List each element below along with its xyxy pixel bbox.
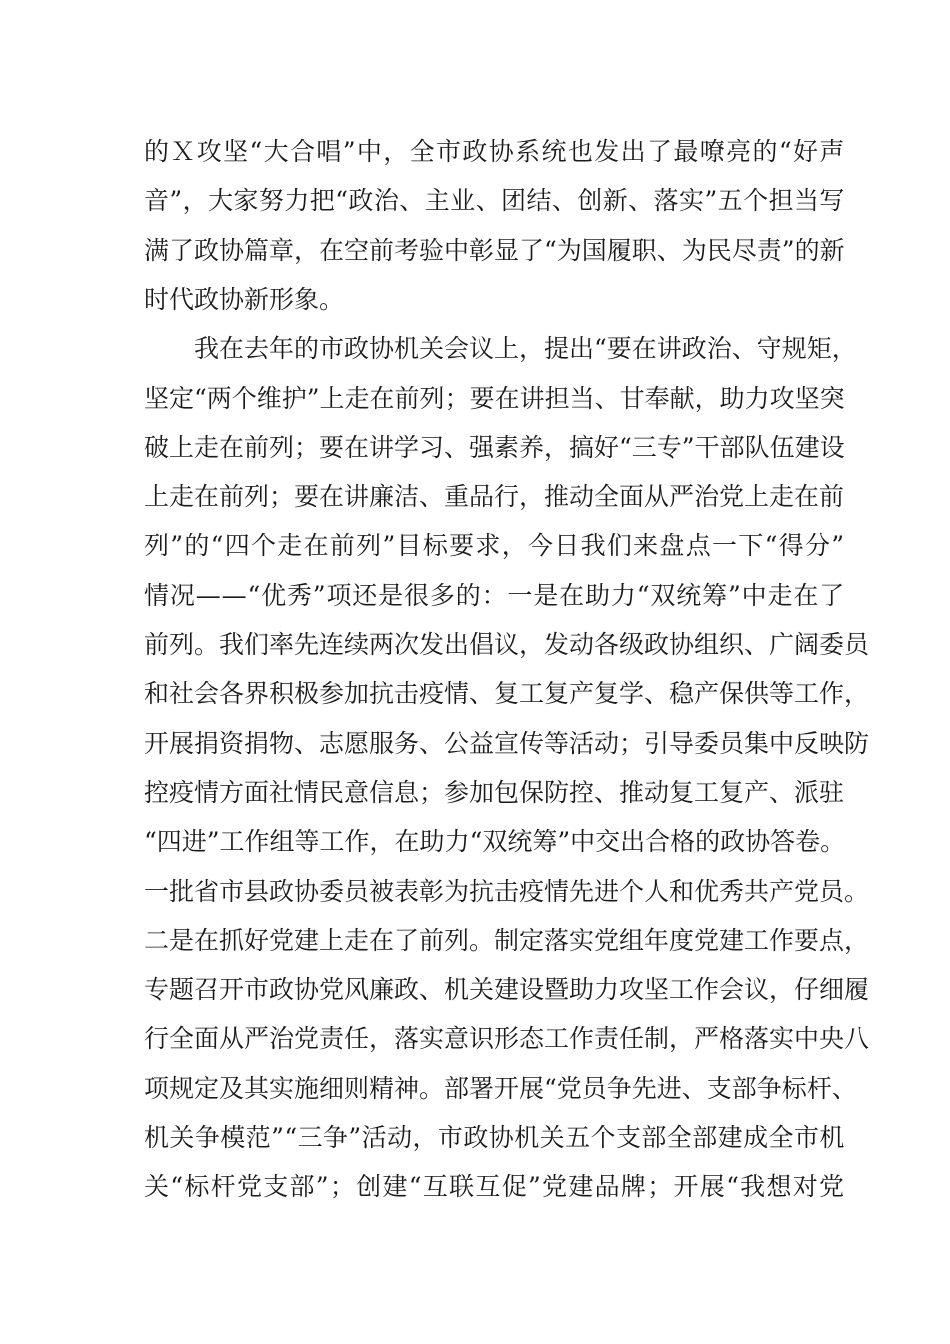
text-line: 二是在抓好党建上走在了前列。制定落实党组年度党建工作要点，: [144, 926, 870, 955]
text-line: 音”，大家努力把“政治、主业、团结、创新、落实”五个担当写: [144, 186, 845, 215]
text-line: “四进”工作组等工作，在助力“双统筹”中交出合格的政协答卷。: [144, 827, 846, 856]
text-line: 时代政协新形象。: [144, 285, 345, 314]
text-line: 列”的“四个走在前列”目标要求，今日我们来盘点一下“得分”: [144, 531, 846, 560]
text-line: 一批省市县政协委员被表彰为抗击疫情先进个人和优秀共产党员。: [144, 877, 870, 906]
text-line: 控疫情方面社情民意信息；参加包保防控、推动复工复产、派驻: [144, 778, 845, 807]
text-line: 行全面从严治党责任，落实意识形态工作责任制，严格落实中央八: [144, 1024, 870, 1053]
text-line: 坚定“两个维护”上走在前列；要在讲担当、甘奉献，助力攻坚突: [144, 384, 845, 413]
text-line: 情况——“优秀”项还是很多的：一是在助力“双统筹”中走在了: [144, 581, 846, 610]
text-line: 机关争模范”“三争”活动，市政协机关五个支部全部建成全市机: [144, 1123, 845, 1152]
text-line: 项规定及其实施细则精神。部署开展“党员争先进、支部争标杆、: [144, 1074, 857, 1103]
text-line: 关“标杆党支部”；创建“互联互促”党建品牌；开展“我想对党: [144, 1172, 846, 1201]
text-line: 前列。我们率先连续两次发出倡议，发动各级政协组织、广阔委员: [144, 630, 870, 659]
text-line: 和社会各界积极参加抗击疫情、复工复产复学、稳产保供等工作，: [144, 679, 870, 708]
text-line: 专题召开市政协党风廉政、机关建设暨助力攻坚工作会议，仔细履: [144, 975, 870, 1004]
text-line: 我在去年的市政协机关会议上，提出“要在讲政治、守规矩，: [144, 334, 857, 363]
text-line: 破上走在前列；要在讲学习、强素养，搞好“三专”干部队伍建设: [144, 433, 845, 462]
text-line: 满了政协篇章，在空前考验中彰显了“为国履职、为民尽责”的新: [144, 236, 845, 265]
text-line: 的Ｘ攻坚“大合唱”中，全市政协系统也发出了最嘹亮的“好声: [144, 137, 846, 166]
text-line: 上走在前列；要在讲廉洁、重品行，推动全面从严治党上走在前: [144, 482, 845, 511]
text-line: 开展捐资捐物、志愿服务、公益宣传等活动；引导委员集中反映防: [144, 729, 870, 758]
